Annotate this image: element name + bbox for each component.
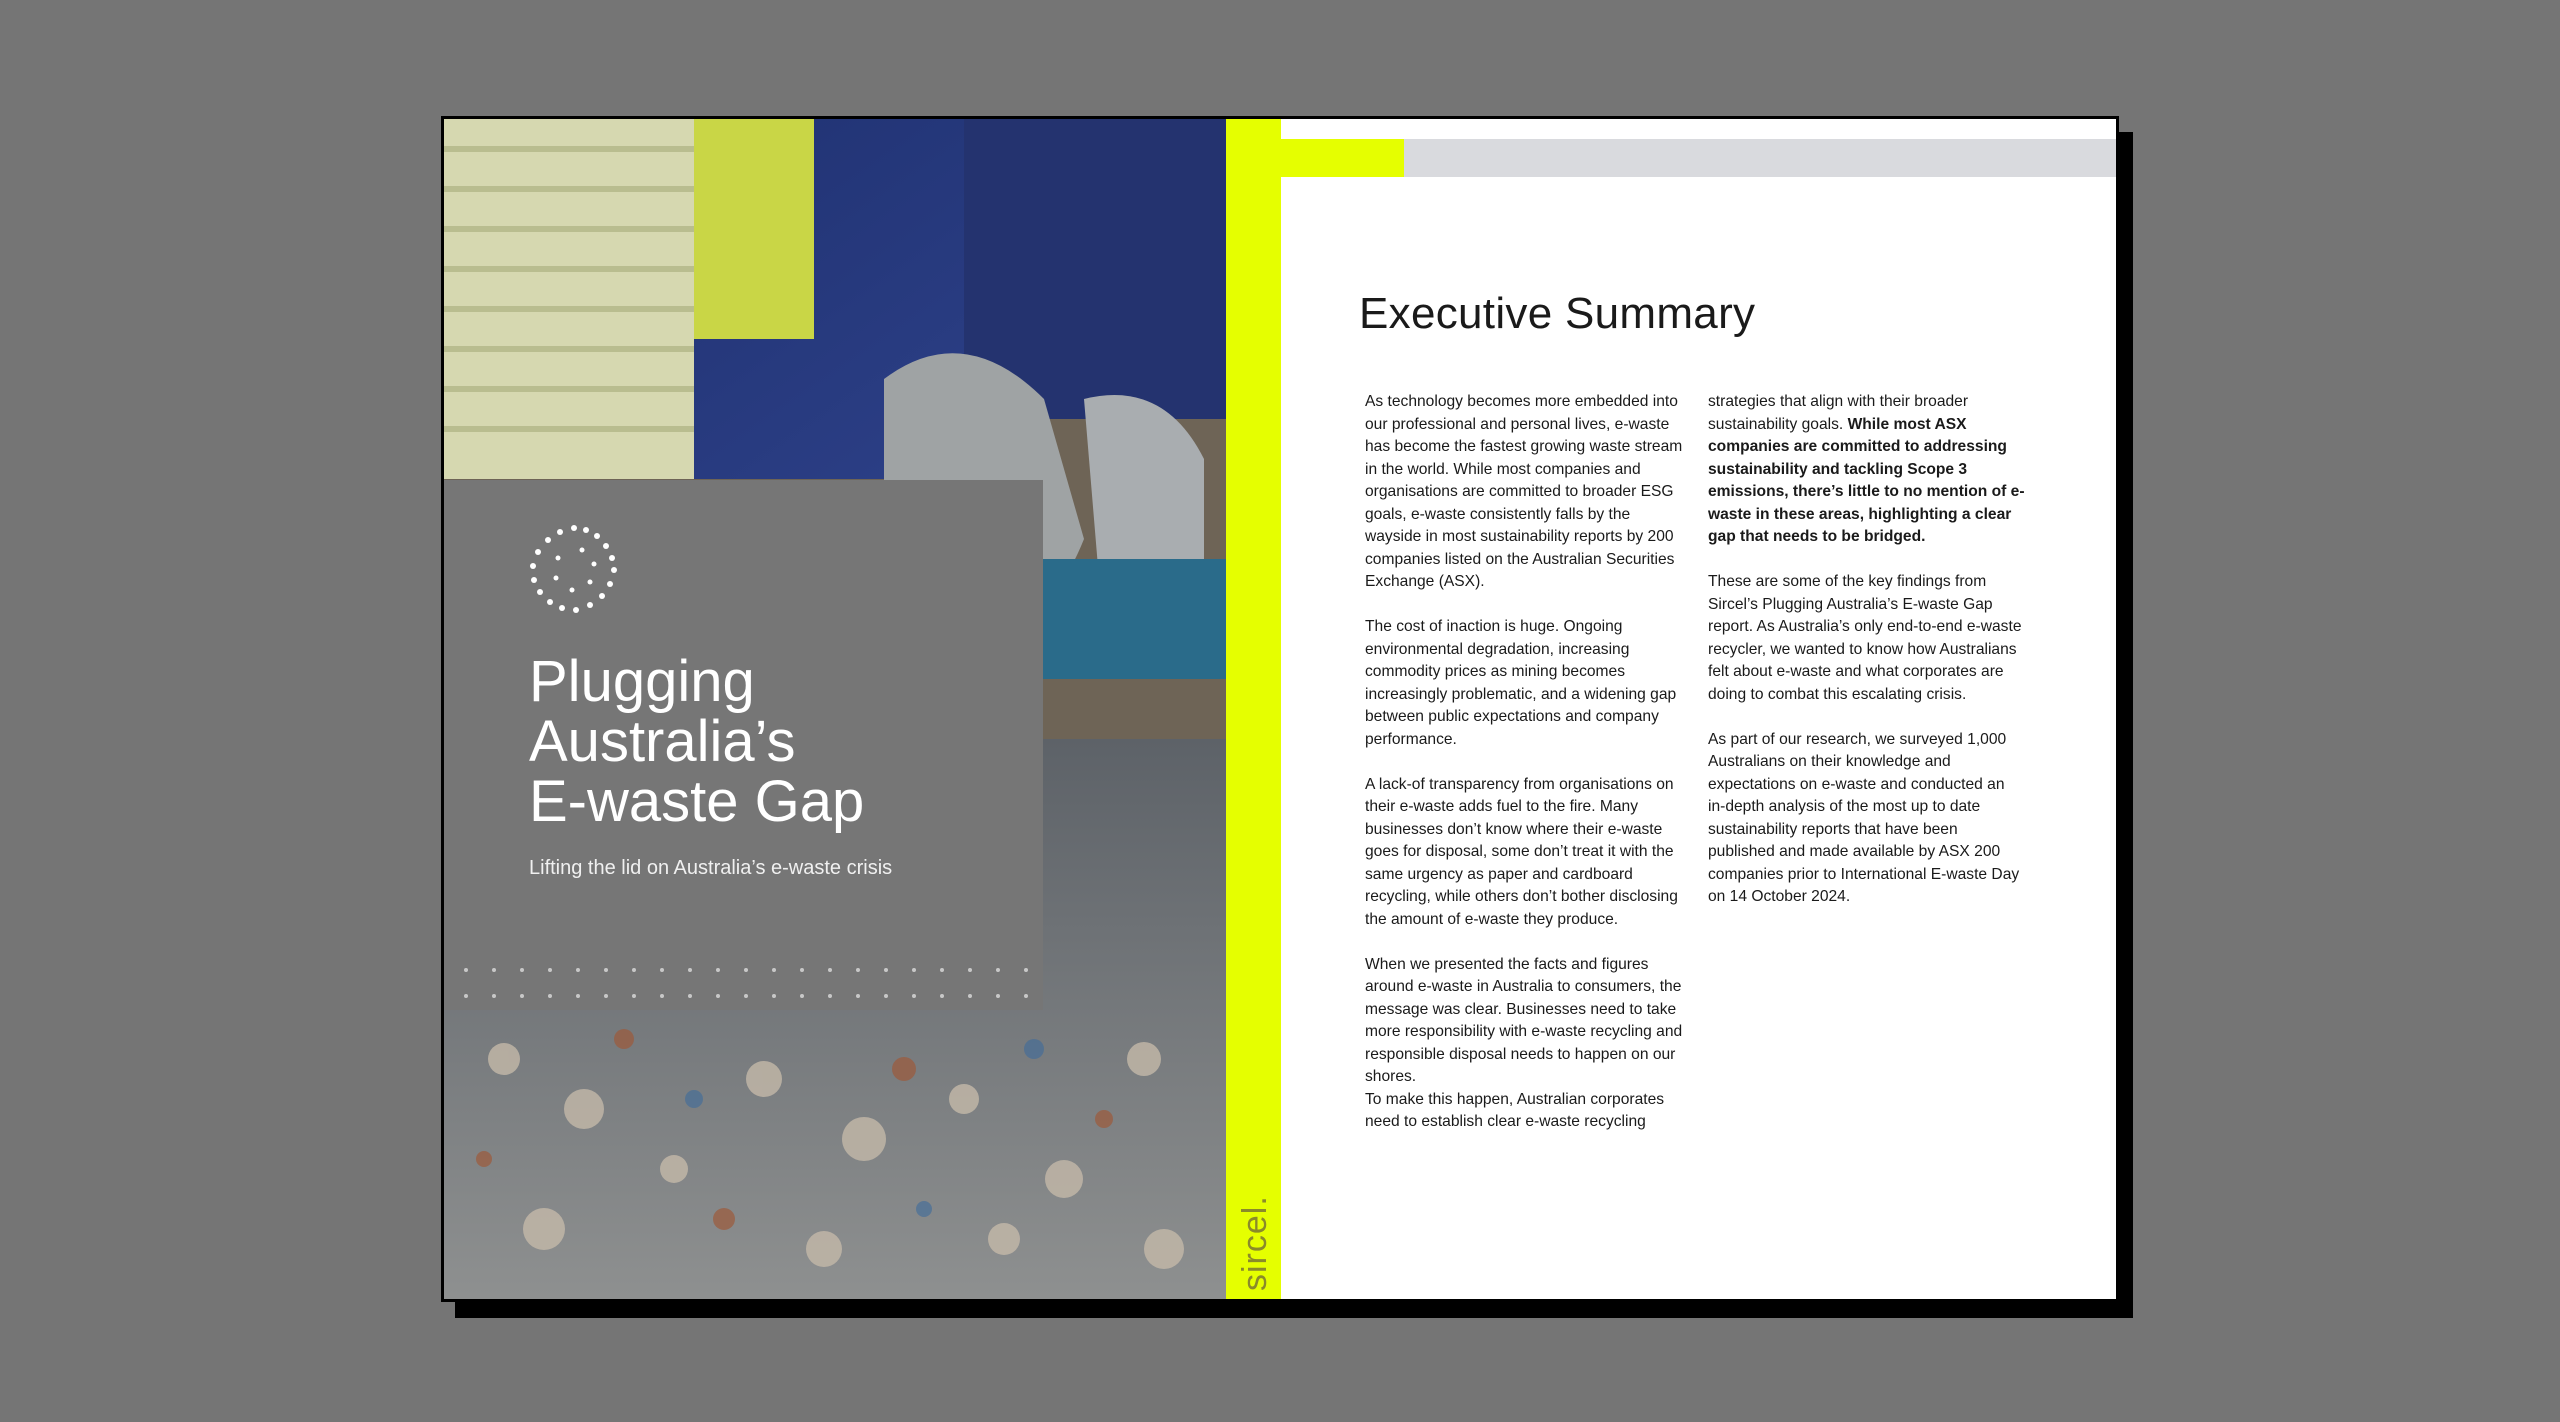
page-title: Executive Summary bbox=[1359, 289, 1756, 338]
decorative-dot bbox=[520, 968, 524, 972]
header-accent-bar bbox=[1281, 139, 1404, 177]
cover-subtitle: Lifting the lid on Australia’s e-waste crisis bbox=[529, 857, 893, 879]
decorative-dot bbox=[548, 968, 552, 972]
decorative-dot bbox=[772, 968, 776, 972]
decorative-dot bbox=[464, 994, 468, 998]
decorative-dot bbox=[688, 994, 692, 998]
sircel-dot-ring-icon bbox=[524, 520, 624, 620]
decorative-dot bbox=[632, 994, 636, 998]
summary-paragraph: A lack-of transparency from organisations on their e-waste adds fuel to the fire. Many businesses don’t know where their e-waste goes for disposal, some don’t treat it with the same urgency as paper and cardboard recycling, while others don’t bother disclosing the amount of e-waste they produce. bbox=[1365, 775, 1678, 928]
cover-title-panel bbox=[444, 480, 1043, 1010]
decorative-dot bbox=[1024, 994, 1028, 998]
decorative-dot bbox=[800, 994, 804, 998]
cover-title-line: Australia’s bbox=[529, 709, 796, 774]
decorative-dot bbox=[772, 994, 776, 998]
summary-text: strategies that align with their broader sustainability goals. bbox=[1708, 393, 1969, 433]
decorative-dot bbox=[884, 994, 888, 998]
decorative-dot bbox=[996, 968, 1000, 972]
decorative-dot bbox=[1024, 968, 1028, 972]
cover-title-line: E-waste Gap bbox=[529, 769, 865, 834]
decorative-dot bbox=[856, 994, 860, 998]
decorative-dot bbox=[632, 968, 636, 972]
decorative-dot bbox=[828, 994, 832, 998]
cover-title bbox=[529, 649, 1009, 834]
decorative-dot bbox=[576, 994, 580, 998]
summary-paragraph bbox=[1708, 391, 2026, 549]
dot-pattern bbox=[444, 958, 1043, 1010]
cover-title-line: Plugging bbox=[529, 649, 755, 714]
summary-left-column bbox=[1365, 391, 1690, 1134]
decorative-dot bbox=[716, 968, 720, 972]
decorative-dot bbox=[716, 994, 720, 998]
decorative-dot bbox=[604, 994, 608, 998]
decorative-dot bbox=[800, 968, 804, 972]
decorative-dot bbox=[660, 968, 664, 972]
decorative-dot bbox=[828, 968, 832, 972]
decorative-dot bbox=[464, 968, 468, 972]
summary-paragraph: These are some of the key findings from Sircel’s Plugging Australia’s E-waste Gap report. As Australia’s only end-to-end e-waste recycler, we wanted to know how Australians felt about e-waste and what corporates are doing to combat this escalating crisis. bbox=[1708, 573, 2022, 703]
decorative-dot bbox=[492, 968, 496, 972]
cover-page bbox=[444, 119, 1226, 1299]
decorative-dot bbox=[744, 968, 748, 972]
summary-paragraph: As technology becomes more embedded into our professional and personal lives, e-waste has become the fastest growing waste stream in the world. While most companies and organisations are committed to broader ESG goals, e-waste consistently falls by the wayside in most sustainability reports by 200 companies listed on the Australian Securities Exchange (ASX). bbox=[1365, 393, 1683, 590]
decorative-dot bbox=[968, 968, 972, 972]
decorative-dot bbox=[492, 994, 496, 998]
decorative-dot bbox=[856, 968, 860, 972]
decorative-dot bbox=[688, 968, 692, 972]
summary-right-column bbox=[1708, 391, 2026, 931]
summary-highlight-text: While most ASX companies are committed to addressing sustainability and tackling Scope 3 emissions, there’s little to no mention of e-waste in these areas, highlighting a clear gap that needs to be bridged. bbox=[1708, 415, 2025, 545]
summary-paragraph: As part of our research, we surveyed 1,000 Australians on their knowledge and expectations on e-waste and conducted an in-depth analysis of the most up to date sustainability reports that have been published and made available by ASX 200 companies prior to International E-waste Day on 14 October 2024. bbox=[1708, 730, 2020, 905]
summary-paragraph: When we presented the facts and figures around e-waste in Australia to consumers, the message was clear. Businesses need to take more responsibility with e-waste recycling and responsible disposal needs to happen on our shores. bbox=[1365, 955, 1683, 1085]
yellow-spine bbox=[1226, 119, 1281, 1299]
decorative-dot bbox=[996, 994, 1000, 998]
decorative-dot bbox=[912, 968, 916, 972]
decorative-dot bbox=[968, 994, 972, 998]
decorative-dot bbox=[744, 994, 748, 998]
decorative-dot bbox=[660, 994, 664, 998]
decorative-dot bbox=[940, 968, 944, 972]
summary-paragraph: The cost of inaction is huge. Ongoing environmental degradation, increasing commodity prices as mining becomes increasingly problematic, and a widening gap between public expectations and company performance. bbox=[1365, 618, 1677, 748]
decorative-dot bbox=[548, 994, 552, 998]
document-spread bbox=[441, 116, 2119, 1302]
decorative-dot bbox=[940, 994, 944, 998]
sircel-brand-logo: sircel. bbox=[1236, 1195, 1274, 1291]
decorative-dot bbox=[884, 968, 888, 972]
decorative-dot bbox=[604, 968, 608, 972]
header-grey-bar bbox=[1404, 139, 2116, 177]
decorative-dot bbox=[576, 968, 580, 972]
summary-paragraph: To make this happen, Australian corporates need to establish clear e-waste recycling bbox=[1365, 1090, 1665, 1130]
decorative-dot bbox=[912, 994, 916, 998]
decorative-dot bbox=[520, 994, 524, 998]
